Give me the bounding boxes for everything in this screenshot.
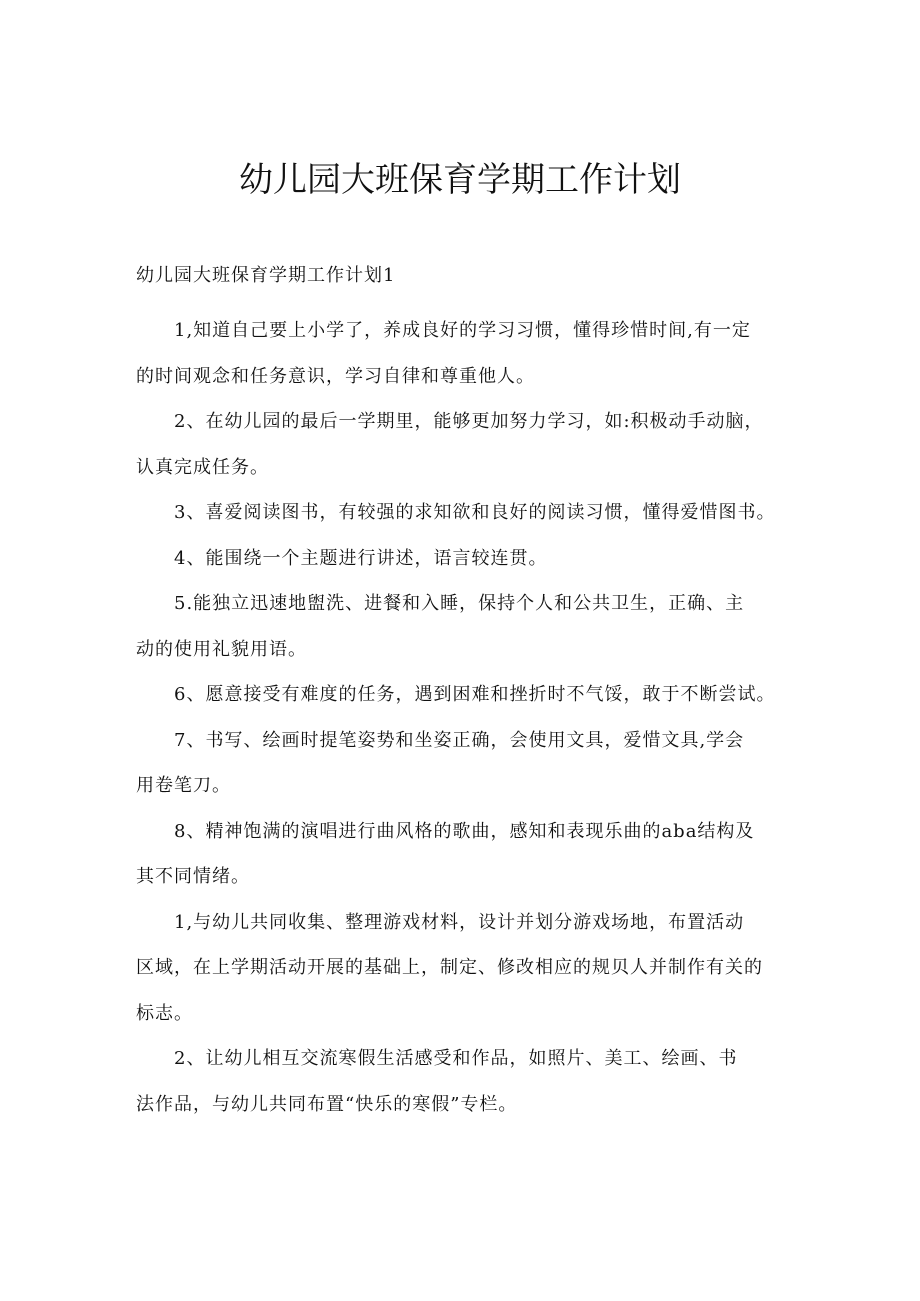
paragraph	[136, 1036, 790, 1127]
paragraph-line: 区域，在上学期活动开展的基础上，制定、修改相应的规贝人并制作有关的	[136, 957, 763, 978]
paragraph	[136, 900, 790, 1037]
document-body	[136, 308, 790, 1127]
paragraph	[136, 536, 790, 582]
paragraph-line: 标志。	[136, 1002, 193, 1024]
paragraph-line: 法作品，与幼儿共同布置“快乐的寒假”专栏。	[136, 1093, 518, 1115]
paragraph-line: 动的使用礼貌用语。	[136, 638, 307, 660]
paragraph-line: 7、书写、绘画时提笔姿势和坐姿正确，会使用文具，爱惜文具,学会	[174, 729, 745, 751]
paragraph-line: 6、愿意接受有难度的任务，遇到困难和挫折时不气馁，敢于不断尝试。	[174, 684, 776, 705]
paragraph-line: 4、能围绕一个主题进行讲述，语言较连贯。	[174, 547, 548, 569]
document-subtitle: 幼儿园大班保育学期工作计划1	[136, 265, 396, 286]
paragraph	[136, 581, 790, 672]
paragraph-line: 其不同情绪。	[136, 866, 250, 887]
paragraph-line: 3、喜爱阅读图书，有较强的求知欲和良好的阅读习惯，懂得爱惜图书。	[174, 502, 776, 523]
paragraph-line: 2、在幼儿园的最后一学期里，能够更加努力学习，如:积极动手动脑，	[174, 411, 764, 432]
paragraph	[136, 718, 790, 809]
paragraph-line: 认真完成任务。	[136, 456, 269, 478]
document-title: 幼儿园大班保育学期工作计划	[239, 160, 681, 200]
paragraph	[136, 672, 790, 718]
paragraph-line: 1,知道自己要上小学了，养成良好的学习习惯，懂得珍惜时间,有一定	[174, 320, 751, 341]
paragraph-line: 1,与幼儿共同收集、整理游戏材料，设计并划分游戏场地，布置活动	[174, 911, 745, 933]
paragraph-line: 5.能独立迅速地盥洗、进餐和入睡，保持个人和公共卫生，正确、主	[174, 593, 745, 614]
paragraph-line: 用卷笔刀。	[136, 775, 231, 796]
paragraph-line: 2、让幼儿相互交流寒假生活感受和作品，如照片、美工、绘画、书	[174, 1048, 738, 1069]
paragraph-line: 8、精神饱满的演唱进行曲风格的歌曲，感知和表现乐曲的aba结构及	[174, 820, 755, 842]
paragraph	[136, 399, 790, 490]
paragraph	[136, 308, 790, 399]
paragraph	[136, 809, 790, 900]
paragraph	[136, 490, 790, 536]
paragraph-line: 的时间观念和任务意识，学习自律和尊重他人。	[136, 365, 535, 387]
